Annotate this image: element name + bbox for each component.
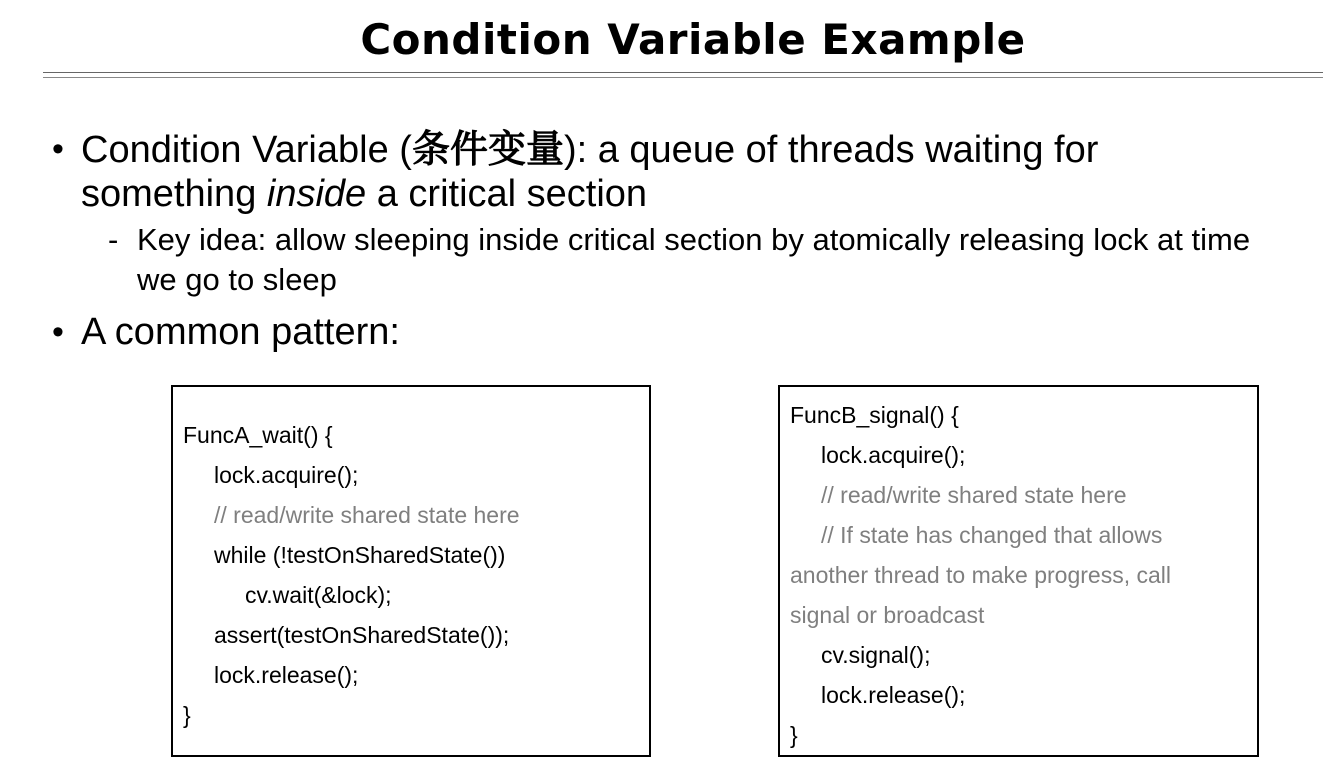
code-line: lock.release(); [821, 682, 966, 708]
code-comment: another thread to make progress, call [790, 562, 1171, 588]
code-comment: // read/write shared state here [821, 482, 1127, 508]
code-comment: // read/write shared state here [214, 502, 520, 528]
bullet-line-2-emphasis: inside [266, 173, 367, 215]
title-rule-top [43, 72, 1323, 73]
code-line: FuncB_signal() { [790, 402, 959, 428]
slide-title: Condition Variable Example [360, 15, 1026, 64]
code-line: lock.acquire(); [214, 462, 359, 488]
bullet-line-1 [81, 127, 1098, 172]
bullet-dot: • [52, 313, 64, 351]
title-rule-bottom [43, 77, 1323, 78]
sub-bullet-dash: - [108, 222, 119, 257]
sub-bullet-line-2: we go to sleep [137, 262, 337, 297]
code-box-funca-wait [171, 385, 651, 757]
code-line: lock.acquire(); [821, 442, 966, 468]
code-line: FuncA_wait() { [183, 422, 333, 448]
bullet-text [81, 127, 1098, 216]
bullet-line-1-post: ): a queue of threads waiting for [563, 129, 1099, 171]
bullet-line-2-pre: something [81, 173, 267, 215]
code-comment: signal or broadcast [790, 602, 985, 628]
code-line: cv.wait(&lock); [245, 582, 392, 608]
code-box-funcb-signal [778, 385, 1259, 757]
code-comment: // If state has changed that allows [821, 522, 1163, 548]
bullet-line-2 [81, 172, 1098, 216]
sub-bullet-line-1: Key idea: allow sleeping inside critical section by atomically releasing lock at time [137, 222, 1251, 257]
code-line: while (!testOnSharedState()) [214, 542, 506, 568]
bullet-dot: • [52, 130, 64, 168]
code-line: assert(testOnSharedState()); [214, 622, 510, 648]
code-line: } [183, 702, 191, 728]
code-line: } [790, 722, 798, 748]
sub-bullet-text [137, 220, 1250, 300]
bullet-line-1-cjk: 条件变量 [411, 126, 564, 171]
code-line: cv.signal(); [821, 642, 931, 668]
code-line: lock.release(); [214, 662, 359, 688]
bullet-text: A common pattern: [81, 311, 400, 353]
bullet-line-1-pre: Condition Variable ( [81, 129, 412, 171]
bullet-line-2-post: a critical section [366, 173, 648, 215]
